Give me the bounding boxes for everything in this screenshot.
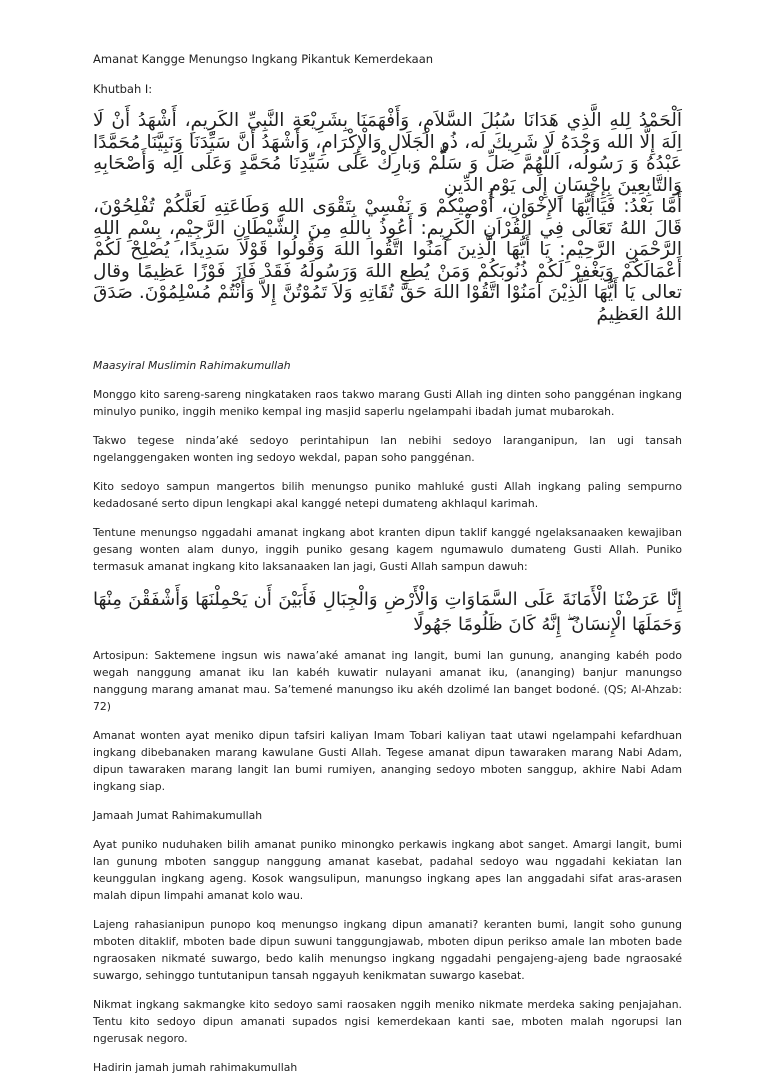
paragraph-3: Kito sedoyo sampun mangertos bilih menungso puniko mahluké gusti Allah ingkang paling sempurno kedadosané serto dipun lengkapi akal kanggé netepi dumateng akhlaqul karimah. <box>93 480 682 510</box>
greeting-muslimin: Maasyiral Muslimin Rahimakumullah <box>93 359 291 372</box>
khutbah-label: Khutbah I: <box>93 82 153 96</box>
paragraph-translation: Artosipun: Saktemene ingsun wis nawa’aké amanat ing langit, bumi lan gunung, ananging kabéh podo wegah nanggung amanat iku lan kabéh kuwatir nulayani amanat iku, (ananging) banjur manungso nanggung marang amanat mau. Sa’temené manungso iku akéh dzolimé lan banget bodoné. (QS; Al-Ahzab: 72) <box>93 649 682 713</box>
paragraph-2: Takwo tegese ninda’aké sedoyo perintahipun lan nebihi sedoyo laranganipun, lan ugi tansah ngelanggengaken wonten ing sedoyo wekdal, papan soho panggénan. <box>93 434 682 464</box>
paragraph-7: Ayat puniko nuduhaken bilih amanat puniko minongko perkawis ingkang abot sanget. Amargi langit, bumi lan gunung mboten sanggup nanggung amanat kasebat, padahal sedoyo wau nggadahi kekiatan lan keunggulan ingkang ageng. Kosok wangsulipun, manungso ingkang apes lan anggadahi sifat aras-arasen malah dipun limpahi amanat kolo wau. <box>93 838 682 902</box>
paragraph-tafsir: Amanat wonten ayat meniko dipun tafsiri kaliyan Imam Tobari kaliyan taat utawi ngelampahi kefardhuan ingkang dibebanaken marang kawulane Gusti Allah. Tegese amanat dipun tawaraken marang Nabi Adam, dipun tawaraken marang langit lan bumi rumiyen, ananging sedoyo mboten sanggup, akhire Nabi Adam ingkang siap. <box>93 729 682 793</box>
paragraph-8: Lajeng rahasianipun punopo koq menungso ingkang dipun amanati? keranten bumi, langit soho gunung mboten ditaklif, mboten bade dipun suwuni tanggungjawab, mboten dipun perikso amale lan mboten bade ngraosaken nikmaté suwargo, bedo kalih menungso ingkang nggadahi pengajeng-ajeng bade ngraosaké suwargo, sehinggo tuntutanipun tansah nggayuh kenikmatan suwargo kasebat. <box>93 918 682 982</box>
arabic-opening-paragraph-2: أَمَّا بَعْدُ: فَيَاأَيُّهَا الإِخْوَانِ، أُوْصِيْكُمْ وَ نَفْسِيْ بِتَقْوَى اللهِ وَطَاعَتِهِ لَعَلَّكُمْ تُفْلِحُوْنَ، قَالَ اللهُ تَعَالَى فِي الْقُرْاَنِ الْكَرِيمِ: أَعُوذُ بِاللهِ مِنَ الشَّيْطَانِ الرَّجِيْمِ، بِسْمِ اللهِ الرَّحْمَنِ الرَّحِيْمِ: يَا أَيُّهَا الَّذِينَ آمَنُوا اتَّقُوا اللهَ وَقُولُوا قَوْلًا سَدِيدًا، يُصْلِحْ لَكُمْ أَعْمَالَكُمْ وَيَغْفِرْ لَكُمْ ذُنُوبَكُمْ وَمَنْ يُطِعِ اللهَ وَرَسُولَهُ فَقَدْ فَازَ فَوْزًا عَظِيمًا وقال تعالى يَا أَيُّهَا الَّذِيْنَ آمَنُوْا اتَّقُوْا اللهَ حَقَّ تُقَاتِهِ وَلاَ تَمُوْتُنَّ إِلاَّ وَأَنْتُمْ مُسْلِمُوْنَ. صَدَقَ اللهُ العَظِيمُ <box>93 196 682 325</box>
quran-verse: إِنَّا عَرَضْنَا الْأَمَانَةَ عَلَى السَّمَاوَاتِ وَالْأَرْضِ وَالْجِبَالِ فَأَبَيْنَ أَن يَحْمِلْنَهَا وَأَشْفَقْنَ مِنْهَا وَحَمَلَهَا الْإِنسَانُ ۖ إِنَّهُ كَانَ ظَلُومًا جَهُولًا <box>93 589 682 635</box>
greeting-jamaah: Jamaah Jumat Rahimakumullah <box>93 809 263 822</box>
arabic-opening-paragraph-1: اَلْحَمْدُ لِلهِ الَّذِي هَدَانَا سُبُلَ السَّلاَمِ، وَأَفْهَمَنَا بِشَرِيْعَةِ النَّبِيِّ الكَرِيمِ، أَشْهَدُ أَنْ لَا اِلَهَ إِلَّا الله وَحْدَهُ لَا شَرِيكَ لَه، ذُو الْجَلَالِ وَالْإِكْرَامِ، وَأَشْهَدُ أَنَّ سَيِّدَنَا وَنَبِيَّنَا مُحَمَّدًا عَبْدُهُ وَ رَسُولُه، اَللَّهُمَّ صَلِّ وَ سَلِّمْ وَبارِكْ عَلَى سَيِّدِنَا مُحَمَّدٍ وَعَلَى اَلِه وَأَصْحَابِهِ وَالتَّابِعِينَ بِإِحْسَانٍ إِلَى يَوْمِ الدِّين <box>93 110 682 196</box>
paragraph-1: Monggo kito sareng-sareng ningkataken raos takwo marang Gusti Allah ing dinten soho panggénan ingkang minulyo puniko, inggih meniko kempal ing masjid saperlu ngelampahi ibadah jumat mubarokah. <box>93 388 682 418</box>
paragraph-4: Tentune menungso nggadahi amanat ingkang abot kranten dipun taklif kanggé ngelaksanaaken kewajiban gesang wonten alam dunyo, inggih puniko gesang kagem ngumawulo dumateng Gusti Allah. Puniko termasuk amanat ingkang kito laksanaaken lan jagi, Gusti Allah sampun dawuh: <box>93 526 682 573</box>
greeting-hadirin: Hadirin jamah jumah rahimakumullah <box>93 1061 298 1074</box>
paragraph-9: Nikmat ingkang sakmangke kito sedoyo sami raosaken nggih meniko nikmate merdeka saking penjajahan. Tentu kito sedoyo dipun amanati supados ngisi kemerdekaan kanti sae, mboten malah ngorupsi lan ngerusak negoro. <box>93 998 682 1045</box>
arabic-opening <box>93 110 682 325</box>
document-title: Amanat Kangge Menungso Ingkang Pikantuk Kemerdekaan <box>93 52 434 66</box>
